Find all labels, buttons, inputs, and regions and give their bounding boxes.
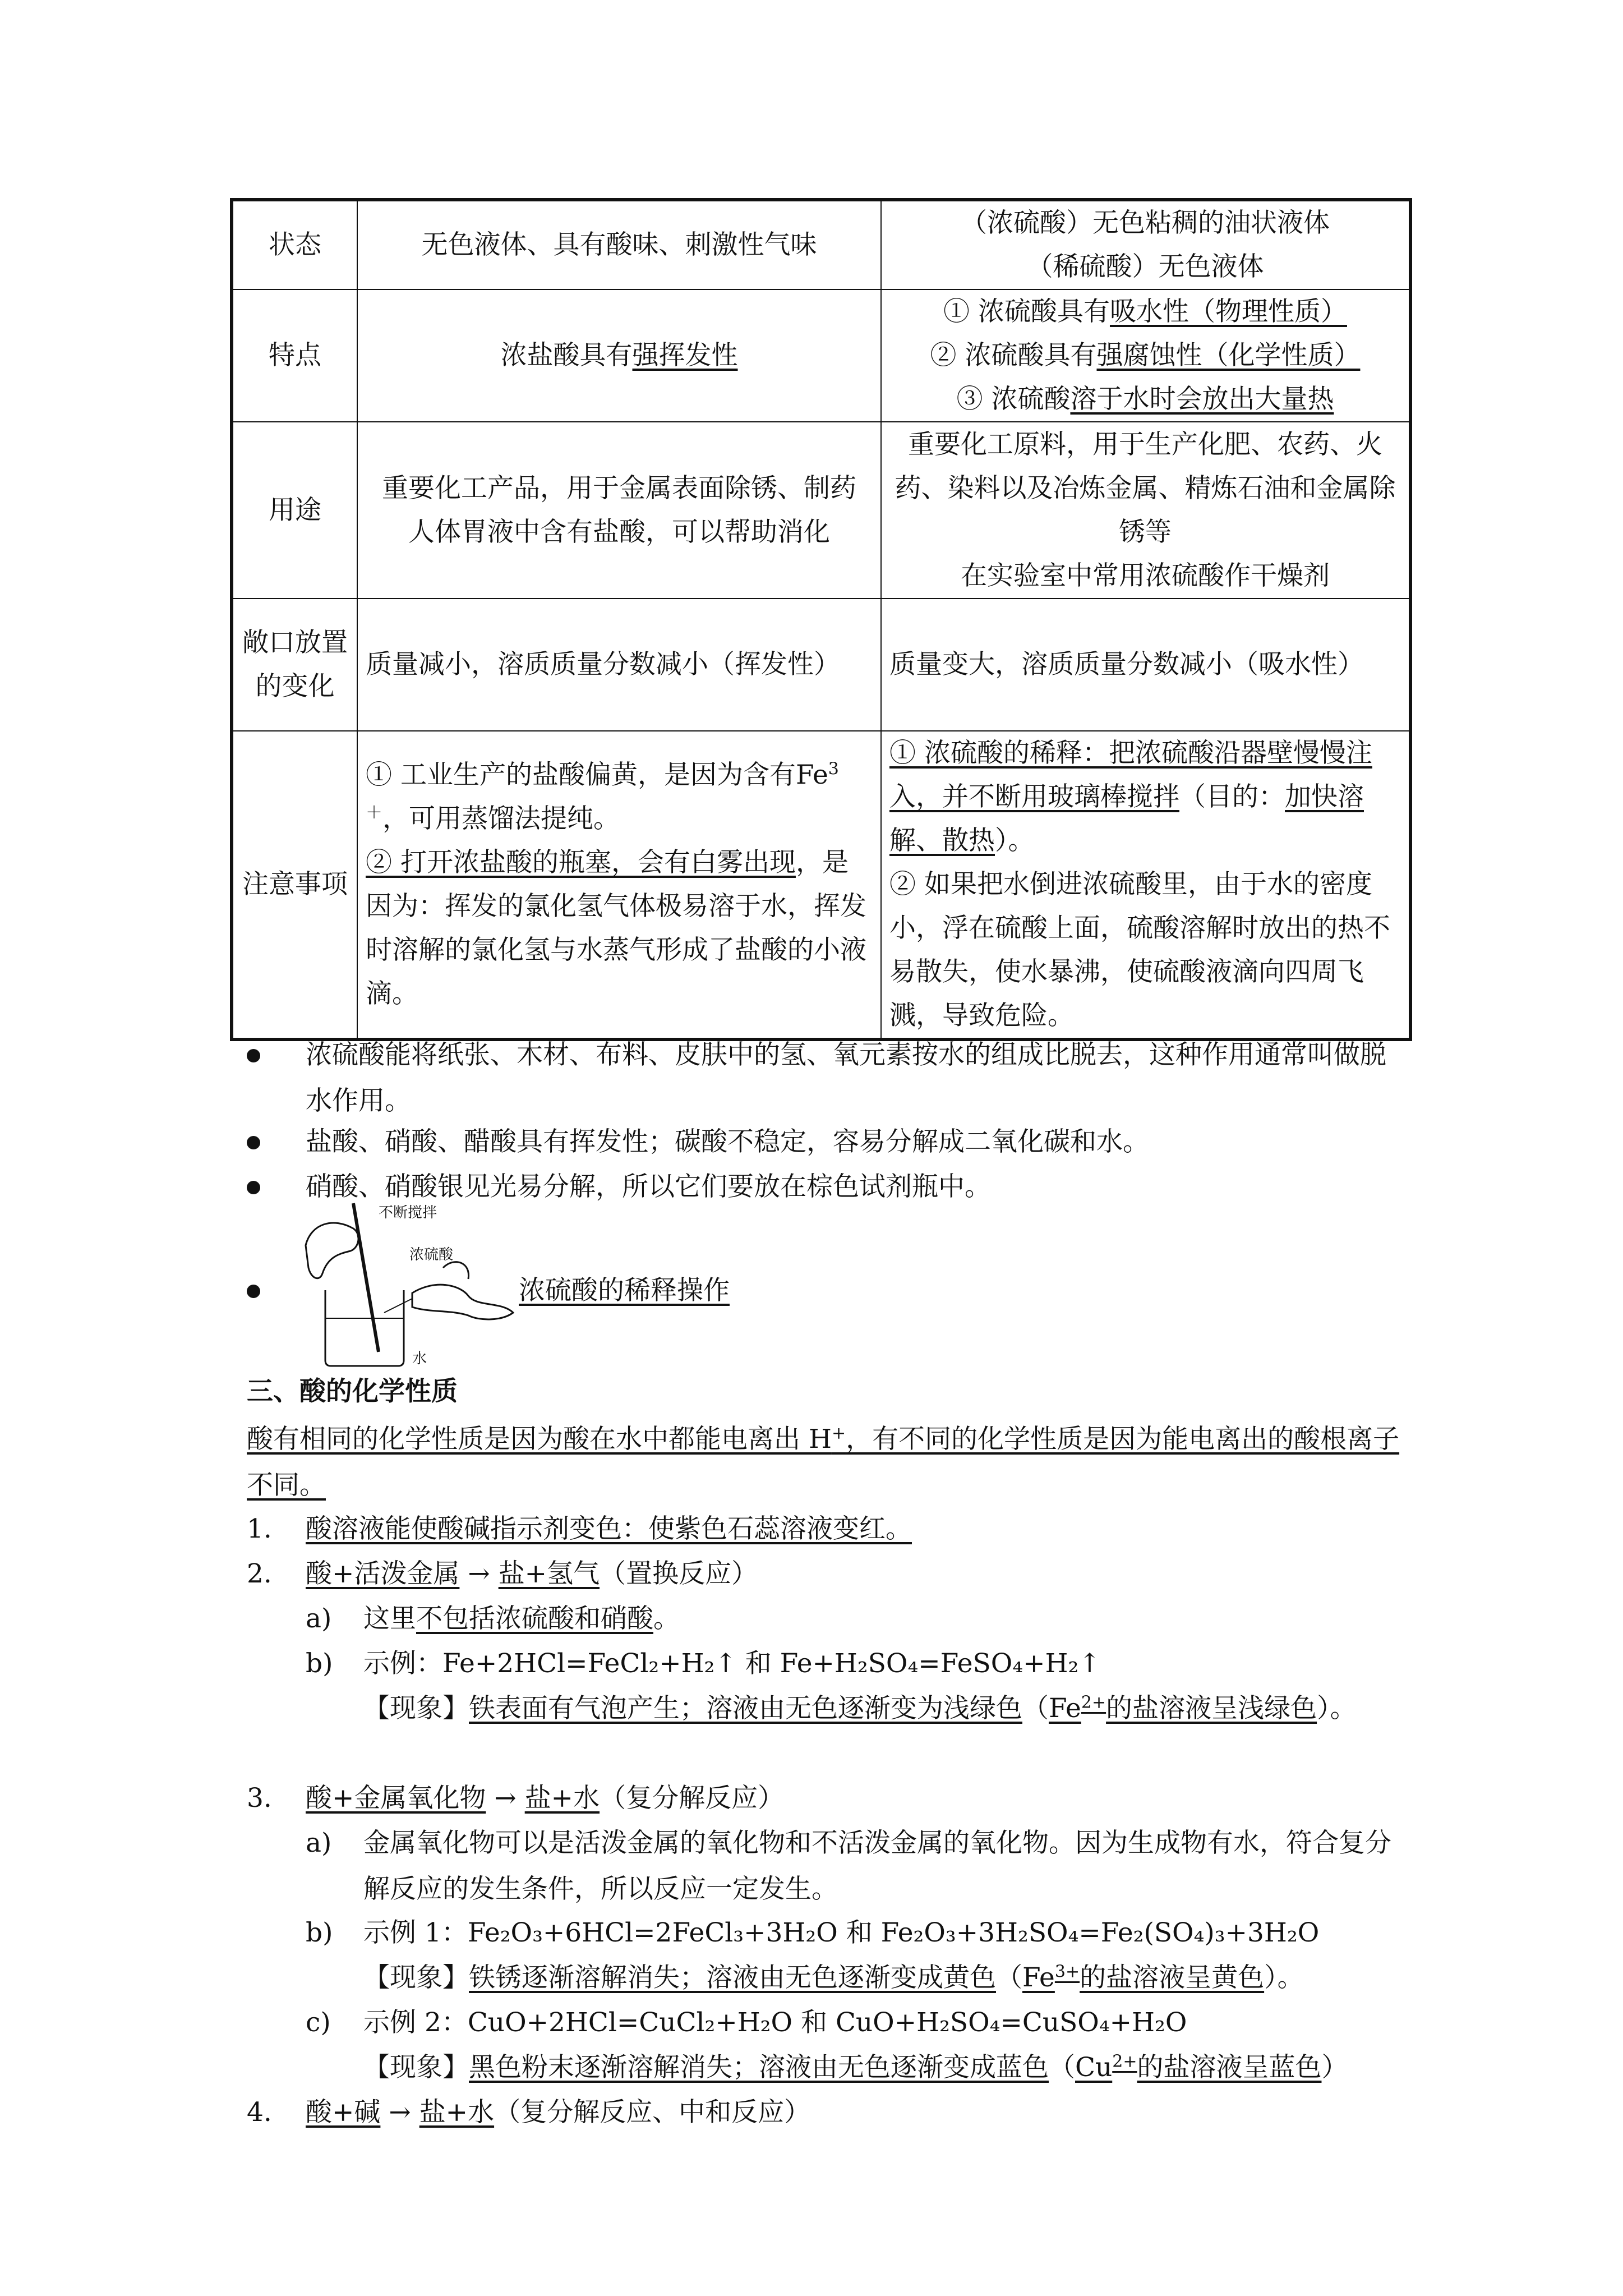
item-text: 酸+碱 → 盐+水（复分解反应、中和反应） [306, 2097, 811, 2128]
phenomenon: 【现象】黑色粉末逐渐溶解消失；溶液由无色逐渐变成蓝色（$Cu^{2+}$的盐溶液呈蓝色） [363, 2051, 1348, 2083]
hcl-cell: 重要化工产品，用于金属表面除锈、制药 人体胃液中含有盐酸，可以帮助消化 [357, 422, 881, 599]
figure-label: 浓硫酸 [409, 1246, 454, 1263]
figure-label: 水 [412, 1350, 427, 1367]
h2so4-cell: 重要化工原料，用于生产化肥、农药、火药、染料以及冶炼金属、精炼石油和金属除锈等 在实验室中常用浓硫酸作干燥剂 [881, 422, 1410, 599]
sub-item-text: 金属氧化物可以是活泼金属的氧化物和不活泼金属的氧化物。因为生成物有水，符合复分解反应的发生条件，所以反应一定发生。 [363, 1828, 1391, 1904]
equation: 示例：Fe+2HCl=FeCl₂+H₂↑ 和 Fe+H₂SO₄=FeSO₄+H₂↑ [363, 1648, 1101, 1679]
bullet-icon [247, 1049, 260, 1062]
acid-stream [384, 1299, 412, 1313]
h2so4-cell: ① 浓硫酸的稀释：把浓硫酸沿器壁慢慢注入，并不断用玻璃棒搅拌（目的：加快溶解、散热）。 ② 如果把水倒进浓硫酸里，由于水的密度小，浮在硫酸上面，硫酸溶解时放出的热不易散失，使水暴沸，使硫酸液滴向四周飞溅，导致危险。 [881, 731, 1410, 1039]
item-number: 4. [247, 2097, 272, 2128]
table-row [232, 200, 1410, 289]
item-number: 3. [247, 1783, 272, 1814]
row-label: 状态 [232, 200, 357, 289]
hcl-cell: 质量减小，溶质质量分数减小（挥发性） [357, 599, 881, 731]
item-text: 酸溶液能使酸碱指示剂变色：使紫色石蕊溶液变红。 [306, 1513, 912, 1544]
dilution-diagram [300, 1200, 519, 1369]
row-label: 特点 [232, 289, 357, 422]
h2so4-cell: （浓硫酸）无色粘稠的油状液体 （稀硫酸）无色液体 [881, 200, 1410, 289]
hand-drawing [443, 1262, 469, 1279]
row-label: 敞口放置的变化 [232, 599, 357, 731]
figure-caption: 浓硫酸的稀释操作 [519, 1275, 730, 1306]
h2so4-cell: ① 浓硫酸具有吸水性（物理性质） ② 浓硫酸具有强腐蚀性（化学性质） ③ 浓硫酸溶于水时会放出大量热 [881, 289, 1410, 422]
figure-label: 不断搅拌 [379, 1204, 437, 1221]
bullet-text: 浓硫酸能将纸张、木材、布料、皮肤中的氢、氧元素按水的组成比脱去，这种作用通常叫做脱水作用。 [306, 1039, 1386, 1116]
phenomenon: 【现象】铁锈逐渐溶解消失；溶液由无色逐渐变成黄色（$Fe^{3+}$的盐溶液呈黄色）。 [363, 1962, 1304, 1993]
equation: 示例 1：Fe₂O₃+6HCl=2FeCl₃+3H₂O 和 Fe₂O₃+3H₂SO₄=Fe₂(SO₄)₃+3H₂O [363, 1917, 1320, 1948]
section-heading: 三、酸的化学性质 [247, 1376, 458, 1407]
sub-item-label: c) [306, 2007, 331, 2038]
section-intro: 酸有相同的化学性质是因为酸在水中都能电离出 H+，有不同的化学性质是因为能电离出的酸根离子不同。 [247, 1423, 1400, 1501]
bullet-text: 盐酸、硝酸、醋酸具有挥发性；碳酸不稳定，容易分解成二氧化碳和水。 [306, 1126, 1149, 1157]
equation: 示例 2：CuO+2HCl=CuCl₂+H₂O 和 CuO+H₂SO₄=CuSO₄+H₂O [363, 2007, 1187, 2038]
table-row [232, 289, 1410, 422]
hcl-cell: ① 工业生产的盐酸偏黄，是因为含有$Fe^{3+}$，可用蒸馏法提纯。 ② 打开浓盐酸的瓶塞，会有白雾出现，是因为：挥发的氯化氢气体极易溶于水，挥发时溶解的氯化氢与水蒸气形成了盐酸的小液滴。 [357, 731, 881, 1039]
hcl-cell: 浓盐酸具有强挥发性 [357, 289, 881, 422]
hcl-cell: 无色液体、具有酸味、刺激性气味 [357, 200, 881, 289]
table-row [232, 422, 1410, 599]
sub-item-label: b) [306, 1917, 333, 1948]
table-row [232, 731, 1410, 1039]
bullet-icon [247, 1285, 260, 1298]
beaker [325, 1290, 404, 1366]
acid-properties-table [230, 198, 1412, 1041]
hand-drawing [306, 1223, 358, 1278]
glass-rod [353, 1203, 379, 1352]
bullet-icon [247, 1181, 260, 1194]
sub-item-label: a) [306, 1828, 332, 1858]
bullet-text: 硝酸、硝酸银见光易分解，所以它们要放在棕色试剂瓶中。 [306, 1171, 991, 1202]
acid-bottle [412, 1285, 513, 1319]
table-row [232, 599, 1410, 731]
item-text: 酸+活泼金属 → 盐+氢气（置换反应） [306, 1558, 758, 1589]
sub-item-label: b) [306, 1648, 333, 1679]
phenomenon: 【现象】铁表面有气泡产生；溶液由无色逐渐变为浅绿色（$Fe^{2+}$的盐溶液呈浅绿色）。 [363, 1692, 1357, 1724]
h2so4-cell: 质量变大，溶质质量分数减小（吸水性） [881, 599, 1410, 731]
item-number: 1. [247, 1513, 272, 1544]
row-label: 用途 [232, 422, 357, 599]
item-number: 2. [247, 1558, 272, 1589]
row-label: 注意事项 [232, 731, 357, 1039]
sub-item-label: a) [306, 1603, 332, 1634]
bullet-icon [247, 1136, 260, 1149]
item-text: 酸+金属氧化物 → 盐+水（复分解反应） [306, 1783, 785, 1814]
sub-item-text: 这里不包括浓硫酸和硝酸。 [363, 1603, 680, 1634]
